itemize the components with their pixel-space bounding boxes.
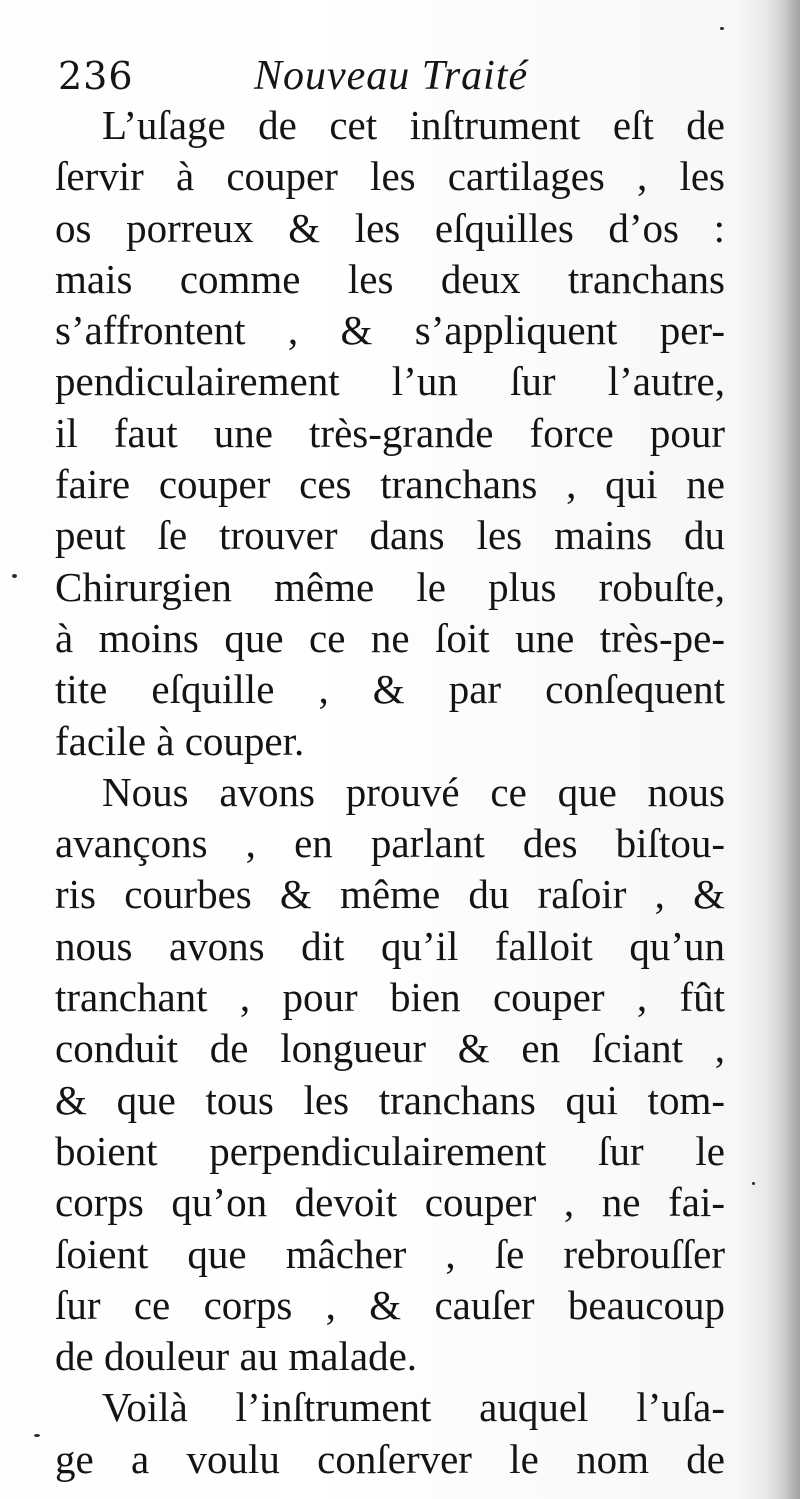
text-line: peut ſe trouver dans les mains du xyxy=(55,512,725,559)
text-line: mais comme les deux tranchans xyxy=(55,255,725,302)
text-line: ſervir à couper les cartilages , les xyxy=(55,153,725,200)
page-number: 236 xyxy=(58,54,134,98)
text-line: Voilà l’inſtrument auquel l’uſa- xyxy=(102,1384,725,1431)
text-line: & que tous les tranchans qui tom- xyxy=(55,1076,725,1123)
ink-speck xyxy=(34,1434,40,1437)
text-line: boient perpendiculairement ſur le xyxy=(55,1127,725,1174)
text-line: ſur ce corps , & cauſer beaucoup xyxy=(55,1281,725,1328)
text-line: os porreux & les eſquilles d’os : xyxy=(55,204,725,251)
ink-speck xyxy=(752,1182,755,1185)
text-line: à moins que ce ne ſoit une très-pe- xyxy=(55,614,725,661)
running-head: Nouveau Traité xyxy=(254,53,529,99)
text-line: pendiculairement l’un ſur l’autre, xyxy=(55,358,725,405)
text-line: il faut une très-grande force pour xyxy=(55,409,725,456)
text-line: Chirurgien même le plus robuſte, xyxy=(55,563,725,610)
text-line: ge a voulu conſerver le nom de xyxy=(55,1435,725,1482)
text-line: ris courbes & même du raſoir , & xyxy=(55,871,725,918)
text-line: corps qu’on devoit couper , ne fai- xyxy=(55,1179,725,1226)
paragraph xyxy=(55,767,725,1383)
body-text xyxy=(55,100,725,1485)
text-line: tranchant , pour bien couper , fût xyxy=(55,974,725,1021)
text-line: L’uſage de cet inſtrument eſt de xyxy=(102,102,725,148)
page-gutter-shadow xyxy=(766,0,800,1499)
paragraph xyxy=(55,100,725,767)
text-line: nous avons dit qu’il falloit qu’un xyxy=(55,922,725,969)
text-line: avançons , en parlant des biſtou- xyxy=(55,820,725,867)
text-line: tite eſquille , & par conſequent xyxy=(55,666,725,713)
paragraph xyxy=(55,1382,725,1485)
text-line: facile à couper. xyxy=(55,717,305,764)
text-line: s’affrontent , & s’appliquent per- xyxy=(55,307,725,354)
text-line: de douleur au malade. xyxy=(55,1333,418,1380)
page-header xyxy=(58,52,718,102)
text-line: faire couper ces tranchans , qui ne xyxy=(55,461,725,508)
ink-speck xyxy=(12,574,17,578)
text-line: conduit de longueur & en ſciant , xyxy=(55,1025,725,1072)
text-line: ſoient que mâcher , ſe rebrouſſer xyxy=(55,1230,725,1277)
ink-speck xyxy=(720,27,724,30)
text-line: Nous avons prouvé ce que nous xyxy=(102,768,725,815)
